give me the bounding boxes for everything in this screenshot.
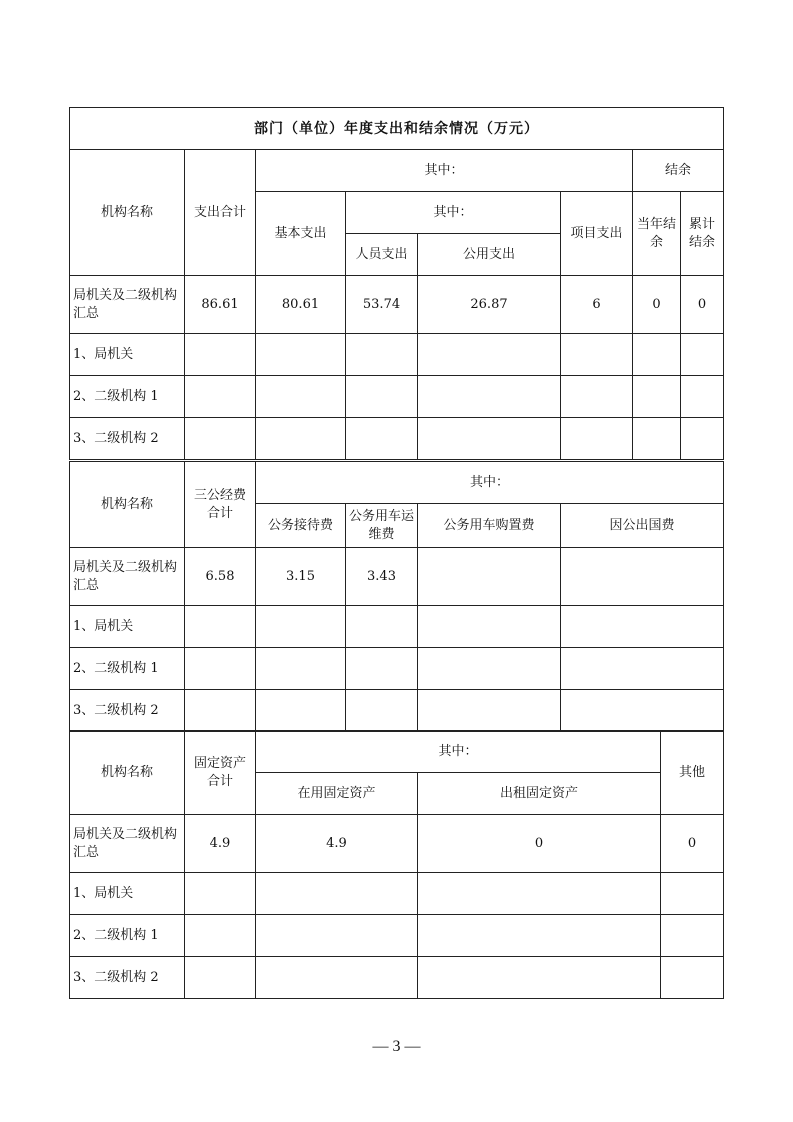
header-overseas: 因公出国费 [561,504,724,548]
cell-public [418,334,561,376]
header-three-public-total: 三公经费合计 [185,462,256,548]
header-public-expense: 公用支出 [418,234,561,276]
header-org-name: 机构名称 [70,462,185,548]
table-row [70,548,724,606]
cell-personnel [346,418,418,460]
table-row [70,606,724,648]
cell-org-name: 3、二级机构 2 [70,690,185,732]
header-fixed-assets-total: 固定资产合计 [185,731,256,815]
cell-total [185,915,256,957]
header-other: 其他 [661,731,724,815]
cell-total [185,690,256,732]
cell-current-surplus [633,334,681,376]
table-row [70,915,724,957]
cell-vehicle-operation [346,606,418,648]
cell-public [418,376,561,418]
cell-other [661,915,724,957]
cell-total [185,606,256,648]
header-reception: 公务接待费 [256,504,346,548]
cell-overseas [561,606,724,648]
cell-project: 6 [561,276,633,334]
cell-org-name: 3、二级机构 2 [70,418,185,460]
cell-overseas [561,690,724,732]
header-vehicle-purchase: 公务用车购置费 [418,504,561,548]
page-number: — 3 — [372,1038,421,1055]
cell-reception [256,690,346,732]
cell-project [561,376,633,418]
cell-vehicle-purchase [418,548,561,606]
cell-in-use [256,873,418,915]
cell-org-name: 2、二级机构 1 [70,376,185,418]
cell-leased [418,915,661,957]
cell-public: 26.87 [418,276,561,334]
cell-current-surplus [633,376,681,418]
cell-reception: 3.15 [256,548,346,606]
table-row [70,815,724,873]
cell-vehicle-operation [346,690,418,732]
cell-vehicle-operation [346,648,418,690]
cell-personnel: 53.74 [346,276,418,334]
header-cumulative-surplus: 累计结余 [681,192,724,276]
cell-reception [256,606,346,648]
cell-public [418,418,561,460]
cell-cumulative-surplus [681,334,724,376]
table-row [70,276,724,334]
header-personnel-expense: 人员支出 [346,234,418,276]
table-row [70,376,724,418]
table-row [70,648,724,690]
header-basic-expense: 基本支出 [256,192,346,276]
cell-cumulative-surplus [681,418,724,460]
header-org-name: 机构名称 [70,731,185,815]
cell-org-name: 局机关及二级机构汇总 [70,276,185,334]
cell-overseas [561,548,724,606]
cell-current-surplus: 0 [633,276,681,334]
cell-total: 86.61 [185,276,256,334]
cell-org-name: 1、局机关 [70,873,185,915]
cell-personnel [346,334,418,376]
cell-total: 6.58 [185,548,256,606]
cell-in-use [256,915,418,957]
cell-total [185,376,256,418]
cell-basic [256,418,346,460]
header-current-year-surplus: 当年结余 [633,192,681,276]
cell-leased [418,957,661,999]
header-total-expense: 支出合计 [185,150,256,276]
cell-total: 4.9 [185,815,256,873]
cell-total [185,957,256,999]
cell-total [185,648,256,690]
cell-org-name: 2、二级机构 1 [70,648,185,690]
cell-other [661,957,724,999]
three-public-expense-table [69,461,724,732]
cell-project [561,334,633,376]
header-surplus: 结余 [633,150,724,192]
cell-personnel [346,376,418,418]
table-row [70,334,724,376]
table-title: 部门（单位）年度支出和结余情况（万元） [70,108,724,150]
cell-vehicle-purchase [418,606,561,648]
header-vehicle-operation: 公务用车运维费 [346,504,418,548]
cell-org-name: 局机关及二级机构汇总 [70,548,185,606]
fixed-assets-table [69,730,724,999]
table-row [70,957,724,999]
table-row [70,418,724,460]
cell-current-surplus [633,418,681,460]
cell-leased [418,873,661,915]
cell-vehicle-purchase [418,690,561,732]
cell-other [661,873,724,915]
cell-in-use [256,957,418,999]
table-row [70,873,724,915]
cell-org-name: 3、二级机构 2 [70,957,185,999]
header-in-use: 在用固定资产 [256,773,418,815]
cell-org-name: 1、局机关 [70,334,185,376]
cell-in-use: 4.9 [256,815,418,873]
header-of-which: 其中： [256,731,661,773]
header-of-which: 其中： [256,150,633,192]
cell-cumulative-surplus [681,376,724,418]
cell-other: 0 [661,815,724,873]
cell-project [561,418,633,460]
cell-basic [256,376,346,418]
cell-total [185,334,256,376]
cell-total [185,873,256,915]
cell-vehicle-operation: 3.43 [346,548,418,606]
cell-org-name: 2、二级机构 1 [70,915,185,957]
cell-leased: 0 [418,815,661,873]
cell-org-name: 局机关及二级机构汇总 [70,815,185,873]
expense-surplus-table [69,107,724,460]
cell-cumulative-surplus: 0 [681,276,724,334]
cell-basic [256,334,346,376]
cell-overseas [561,648,724,690]
header-of-which: 其中： [256,462,724,504]
cell-org-name: 1、局机关 [70,606,185,648]
header-of-which-basic: 其中： [346,192,561,234]
cell-vehicle-purchase [418,648,561,690]
cell-reception [256,648,346,690]
cell-total [185,418,256,460]
header-org-name: 机构名称 [70,150,185,276]
header-project-expense: 项目支出 [561,192,633,276]
table-row [70,690,724,732]
header-leased: 出租固定资产 [418,773,661,815]
cell-basic: 80.61 [256,276,346,334]
